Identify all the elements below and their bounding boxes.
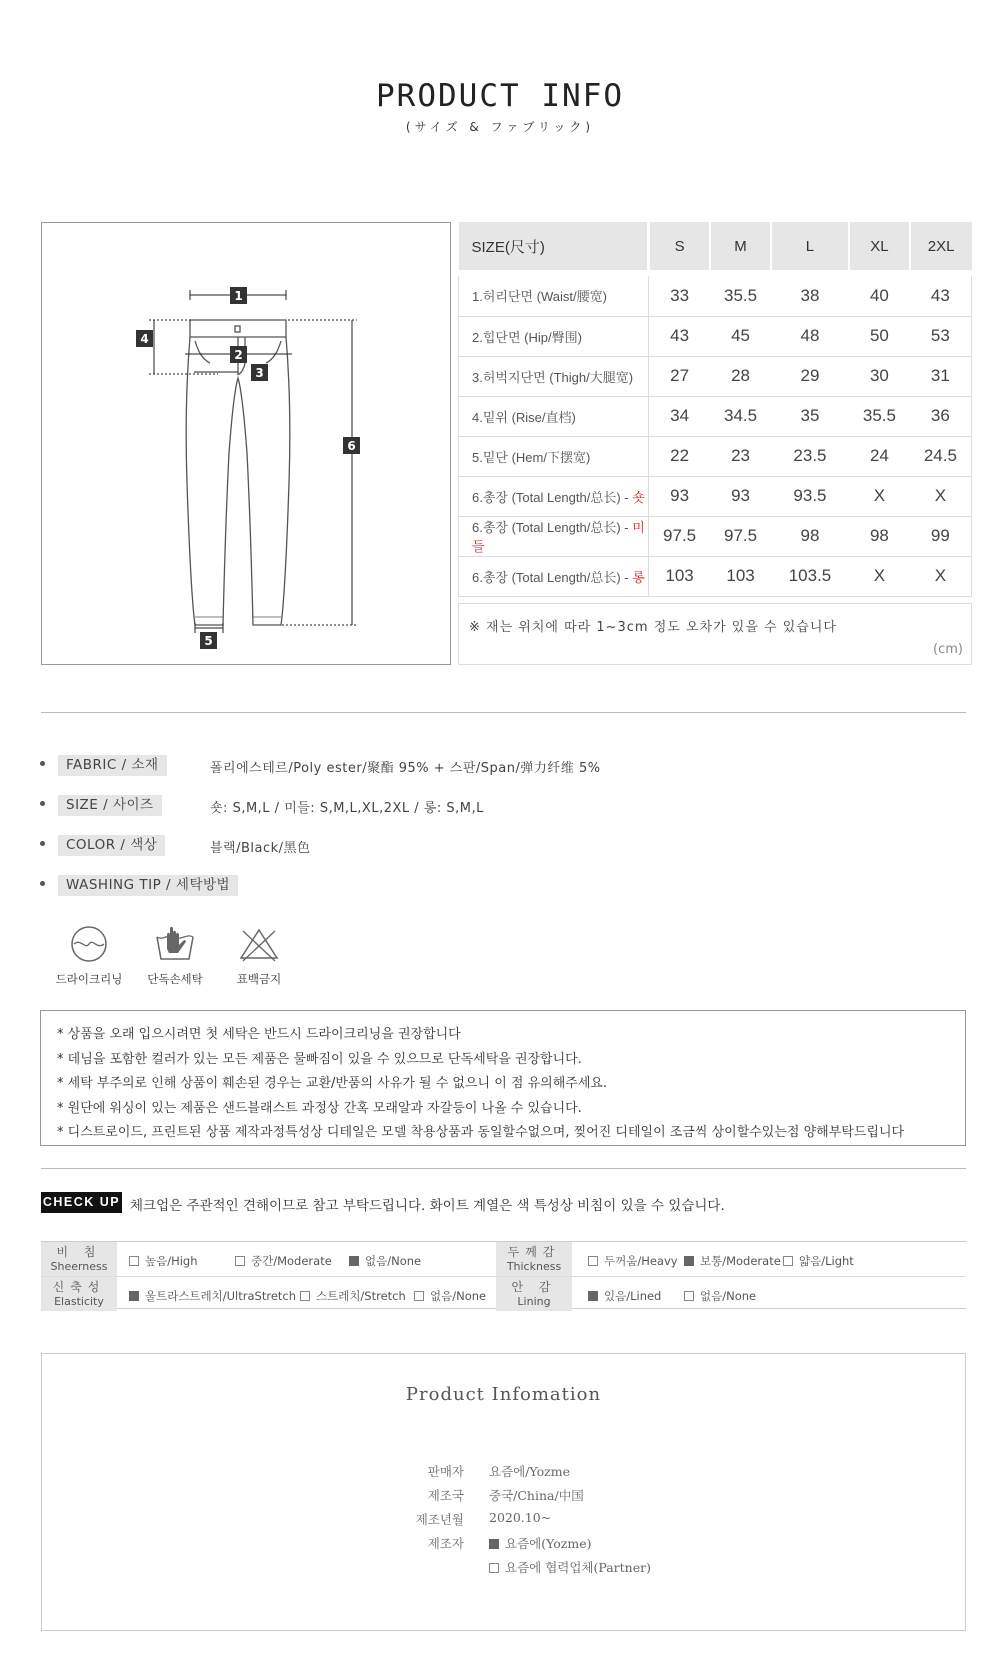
size-value-cell: 43: [649, 316, 711, 356]
size-value-cell: 30: [849, 356, 910, 396]
measurement-label: 3.허벅지단면 (Thigh/大腿宽): [459, 356, 649, 396]
color-value: 블랙/Black/黑色: [210, 841, 311, 856]
lining-en: Lining: [517, 1295, 551, 1308]
care-note: * 상품을 오래 입으시려면 첫 세탁은 반드시 드라이크리닝을 권장합니다: [57, 1027, 461, 1042]
size-value-cell: 23.5: [771, 436, 849, 476]
origin-value: 중국/China/中国: [489, 1488, 584, 1503]
bullet-icon: [40, 801, 45, 806]
checkbox-icon: [489, 1563, 499, 1573]
size-label: SIZE / 사이즈: [58, 795, 162, 816]
size-value-cell: 23: [710, 436, 771, 476]
size-value-cell: 93.5: [771, 476, 849, 516]
pants-illustration: [42, 223, 450, 664]
size-value-cell: 98: [849, 516, 910, 556]
checkup-text: 체크업은 주관적인 견해이므로 참고 부탁드립니다. 화이트 계열은 색 특성상 비침이 있을 수 있습니다.: [130, 1198, 725, 1214]
table-row: [459, 476, 972, 516]
sheerness-option-high[interactable]: 높음/High: [129, 1253, 198, 1269]
manufacturer-option-yozme: 요즘에(Yozme): [489, 1534, 592, 1552]
size-value-cell: 40: [849, 276, 910, 316]
size-header-xl: XL: [849, 222, 910, 270]
sheerness-label: [41, 1242, 117, 1276]
measurement-label: 2.힙단면 (Hip/臀围): [459, 316, 649, 356]
checkbox-icon: [300, 1291, 310, 1301]
product-information-title: Product Infomation: [405, 1384, 602, 1405]
thickness-option-heavy[interactable]: 두꺼움/Heavy: [588, 1253, 678, 1269]
size-value-cell: 103.5: [771, 556, 849, 596]
measurement-label: 1.허리단면 (Waist/腰宽): [459, 276, 649, 316]
svg-text:2: 2: [234, 348, 243, 362]
size-value-cell: 97.5: [710, 516, 771, 556]
size-table: [458, 222, 972, 597]
size-value-cell: 43: [910, 276, 972, 316]
size-value-cell: 36: [910, 396, 972, 436]
sheerness-en: Sheerness: [50, 1260, 108, 1273]
size-value-cell: 103: [710, 556, 771, 596]
checkbox-checked-icon: [588, 1291, 598, 1301]
measure-marker-1: [230, 287, 247, 304]
length-variant: 미들: [472, 520, 645, 554]
svg-text:3: 3: [255, 366, 264, 380]
size-value-cell: 38: [771, 276, 849, 316]
size-value: 숏: S,M,L / 미들: S,M,L,XL,2XL / 롱: S,M,L: [210, 801, 484, 816]
table-row: [459, 276, 972, 316]
size-value-cell: 103: [649, 556, 711, 596]
size-value-cell: 93: [649, 476, 711, 516]
no-bleach-icon: [237, 925, 281, 963]
dry-clean-icon: [69, 925, 109, 963]
elasticity-label: [41, 1277, 117, 1311]
size-value-cell: 34: [649, 396, 711, 436]
table-row: [459, 556, 972, 596]
hand-wash-item: [137, 925, 213, 987]
measure-marker-4: [136, 330, 153, 347]
size-value-cell: 33: [649, 276, 711, 316]
thickness-option-moderate[interactable]: 보통/Moderate: [684, 1253, 781, 1269]
size-value-cell: 29: [771, 356, 849, 396]
table-row: [459, 356, 972, 396]
care-note: * 디스트로이드, 프린트된 상품 제작과정특성상 디테일은 모델 착용상품과 동일할수없으며, 찢어진 디테일이 조금씩 상이할수있는점 양해부탁드립니다: [57, 1125, 905, 1140]
size-value-cell: 35: [771, 396, 849, 436]
size-value-cell: 97.5: [649, 516, 711, 556]
checkbox-icon: [588, 1256, 598, 1266]
page-title: PRODUCT INFO: [376, 78, 624, 114]
measure-marker-6: [343, 437, 360, 454]
length-variant: 숏: [632, 489, 645, 505]
size-header-label: SIZE(尺寸): [459, 222, 649, 270]
lining-option-lined[interactable]: 있음/Lined: [588, 1288, 661, 1304]
size-header-m: M: [710, 222, 771, 270]
measurement-label: 5.밑단 (Hem/下摆宽): [459, 436, 649, 476]
manufacturer-key: 제조자: [427, 1536, 464, 1551]
checkbox-icon: [129, 1256, 139, 1266]
measure-marker-3: [251, 364, 268, 381]
size-value-cell: 35.5: [710, 276, 771, 316]
checkup-badge: CHECK UP: [41, 1192, 122, 1213]
care-notes: [40, 1010, 966, 1146]
bullet-icon: [40, 761, 45, 766]
sheerness-ko: 비 침: [56, 1245, 102, 1259]
svg-text:1: 1: [234, 289, 243, 303]
page-subtitle: (サイズ & ファブリック): [405, 120, 595, 134]
manufacture-date-key: 제조년월: [415, 1512, 464, 1527]
measurement-label: 6.총장 (Total Length/总长) - 숏: [459, 476, 649, 516]
checkbox-icon: [235, 1256, 245, 1266]
color-row: [40, 835, 940, 857]
seller-key: 판매자: [427, 1464, 464, 1479]
size-value-cell: 50: [849, 316, 910, 356]
measurement-label: 4.밑위 (Rise/直档): [459, 396, 649, 436]
checkbox-checked-icon: [349, 1256, 359, 1266]
svg-text:5: 5: [204, 634, 213, 648]
elasticity-ko: 신축성: [52, 1280, 106, 1294]
size-value-cell: 98: [771, 516, 849, 556]
size-value-cell: 31: [910, 356, 972, 396]
size-value-cell: 22: [649, 436, 711, 476]
size-header-l: L: [771, 222, 849, 270]
thickness-option-light[interactable]: 얇음/Light: [783, 1253, 854, 1269]
checkbox-icon: [414, 1291, 424, 1301]
size-value-cell: 24: [849, 436, 910, 476]
table-row: [459, 316, 972, 356]
elasticity-option-stretch[interactable]: 스트레치/Stretch: [300, 1288, 406, 1304]
washing-row: [40, 875, 940, 897]
checkbox-checked-icon: [129, 1291, 139, 1301]
care-note: * 세탁 부주의로 인해 상품이 훼손된 경우는 교환/반품의 사유가 될 수 없으니 이 점 유의해주세요.: [57, 1076, 608, 1091]
elasticity-option-ultrastretch[interactable]: 울트라스트레치/UltraStretch: [129, 1288, 296, 1304]
thickness-label: [496, 1242, 572, 1276]
hand-wash-label: 단독손세탁: [147, 972, 203, 986]
size-value-cell: 27: [649, 356, 711, 396]
checkbox-checked-icon: [489, 1539, 499, 1549]
size-value-cell: 48: [771, 316, 849, 356]
seller-value: 요즘에/Yozme: [489, 1464, 570, 1479]
size-value-cell: 24.5: [910, 436, 972, 476]
pants-diagram: [41, 222, 451, 665]
measure-marker-5: [200, 632, 217, 649]
measurement-label: 6.총장 (Total Length/总长) - 미들: [459, 516, 649, 556]
size-header-2xl: 2XL: [910, 222, 972, 270]
bullet-icon: [40, 881, 45, 886]
no-bleach-item: [221, 925, 297, 987]
measurement-label: 6.총장 (Total Length/总长) - 롱: [459, 556, 649, 596]
table-row: [459, 516, 972, 556]
size-value-cell: 34.5: [710, 396, 771, 436]
checkbox-icon: [684, 1291, 694, 1301]
manufacturer-option-partner: 요즘에 협력업체(Partner): [489, 1558, 651, 1576]
checkbox-icon: [783, 1256, 793, 1266]
thickness-en: Thickness: [506, 1260, 562, 1273]
size-value-cell: 28: [710, 356, 771, 396]
elasticity-option-none[interactable]: 없음/None: [414, 1288, 486, 1304]
measurement-note: [458, 603, 972, 665]
care-note: * 데님을 포함한 컬러가 있는 모든 제품은 물빠짐이 있을 수 있으므로 단독세탁을 권장합니다.: [57, 1051, 582, 1067]
size-value-cell: 93: [710, 476, 771, 516]
no-bleach-label: 표백금지: [236, 972, 282, 986]
size-value-cell: X: [849, 476, 910, 516]
divider: [41, 1168, 966, 1169]
dry-clean-item: [51, 925, 127, 987]
sheerness-option-moderate[interactable]: 중간/Moderate: [235, 1253, 332, 1269]
fabric-row: [40, 755, 940, 777]
care-note: * 원단에 워싱이 있는 제품은 샌드블래스트 과정상 간혹 모래알과 자갈등이 나올 수 있습니다.: [57, 1100, 582, 1116]
table-row: [459, 396, 972, 436]
size-value-cell: 53: [910, 316, 972, 356]
length-variant: 롱: [632, 569, 645, 585]
color-label: COLOR / 색상: [58, 835, 165, 856]
dry-clean-label: 드라이크리닝: [55, 972, 123, 986]
size-value-cell: X: [849, 556, 910, 596]
lining-option-none[interactable]: 없음/None: [684, 1288, 756, 1304]
thickness-ko: 두께감: [507, 1245, 561, 1259]
bullet-icon: [40, 841, 45, 846]
product-information: [41, 1353, 966, 1631]
fabric-value: 폴리에스테르/Poly ester/聚酯 95% + 스판/Span/弹力纤维 5%: [210, 761, 601, 776]
svg-text:4: 4: [140, 332, 149, 346]
lining-ko: 안 감: [511, 1280, 557, 1294]
size-value-cell: X: [910, 476, 972, 516]
checkbox-checked-icon: [684, 1256, 694, 1266]
size-row: [40, 795, 940, 817]
lining-label: [496, 1277, 572, 1311]
origin-key: 제조국: [427, 1488, 464, 1503]
measure-marker-2: [230, 346, 247, 363]
size-value-cell: 99: [910, 516, 972, 556]
measurement-note-text: ※ 재는 위치에 따라 1~3cm 정도 오차가 있을 수 있습니다: [469, 620, 837, 635]
sheerness-option-none[interactable]: 없음/None: [349, 1253, 421, 1269]
washing-label: WASHING TIP / 세탁방법: [58, 875, 238, 896]
hand-wash-icon: [153, 925, 197, 963]
divider: [41, 712, 966, 713]
size-value-cell: 35.5: [849, 396, 910, 436]
checkup-table: [41, 1241, 966, 1309]
size-value-cell: 45: [710, 316, 771, 356]
size-header-s: S: [649, 222, 711, 270]
manufacture-date-value: 2020.10~: [489, 1510, 552, 1525]
size-table-header: [459, 222, 972, 270]
size-value-cell: X: [910, 556, 972, 596]
svg-text:6: 6: [347, 439, 356, 453]
elasticity-en: Elasticity: [54, 1295, 104, 1308]
measurement-unit: (cm): [933, 642, 963, 657]
fabric-label: FABRIC / 소재: [58, 755, 167, 776]
table-row: [459, 436, 972, 476]
